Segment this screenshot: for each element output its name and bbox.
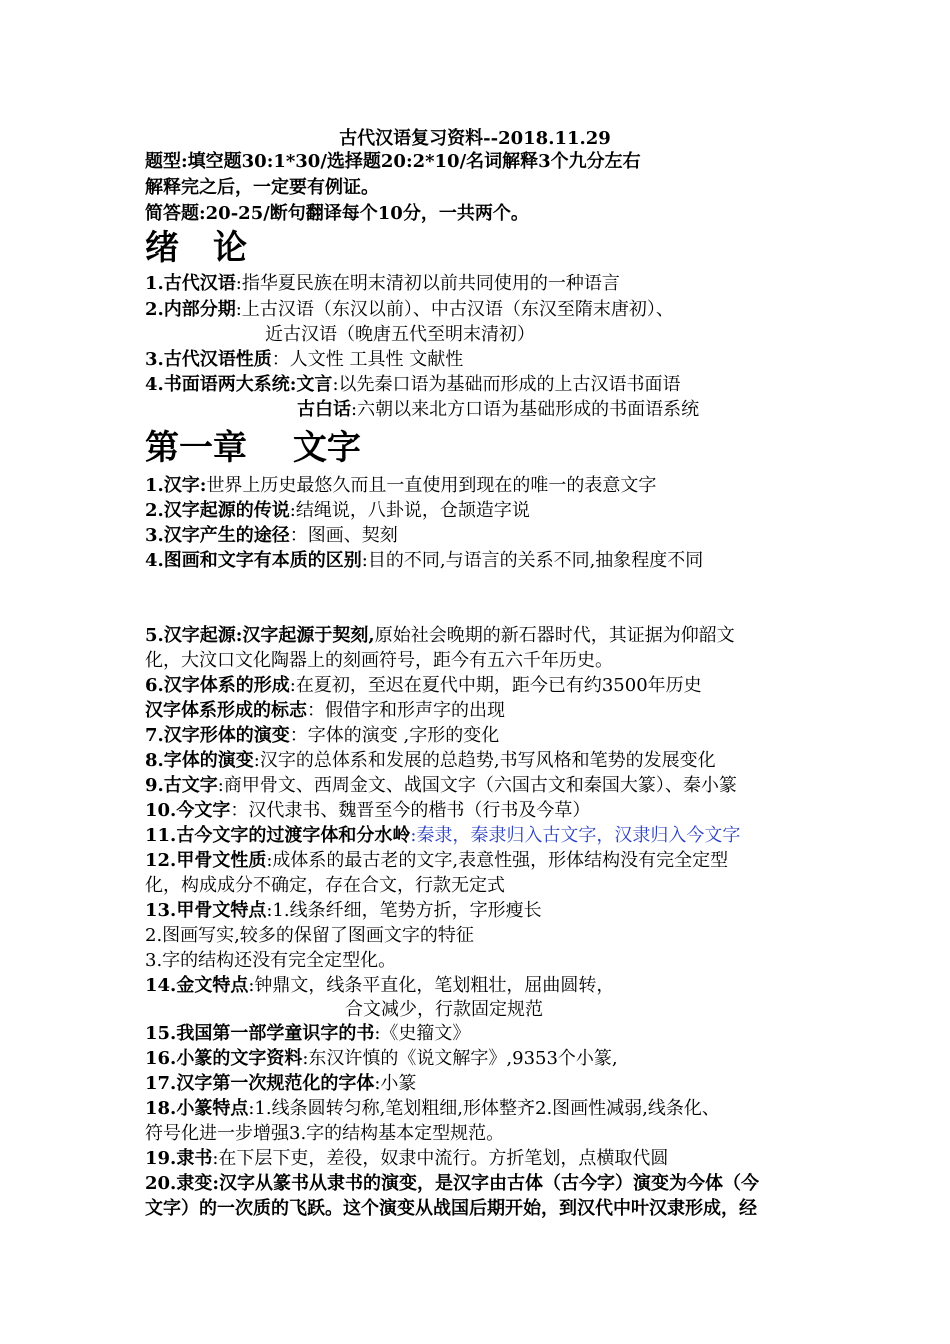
- item: 1.汉字:世界上历史最悠久而且一直使用到现在的唯一的表意文字: [145, 475, 657, 496]
- item-continued: 近古汉语（晚唐五代至明末清初）: [265, 324, 535, 345]
- item: 2.汉字起源的传说:结绳说，八卦说，仓颉造字说: [145, 500, 530, 521]
- section-heading-intro: 绪 论: [145, 228, 247, 268]
- item: 5.汉字起源:汉字起源于契刻,原始社会晚期的新石器时代，其证据为仰韶文: [145, 625, 735, 646]
- intro-line-2: 解释完之后，一定要有例证。: [145, 177, 379, 198]
- item: 3.汉字产生的途径：图画、契刻: [145, 525, 398, 546]
- item-continued: 3.字的结构还没有完全定型化。: [145, 950, 397, 971]
- item: 汉字体系形成的标志：假借字和形声字的出现: [145, 700, 505, 721]
- item-continued: 文字）的一次质的飞跃。这个演变从战国后期开始，到汉代中叶汉隶形成，经: [145, 1198, 757, 1219]
- item: 19.隶书:在下层下吏，差役，奴隶中流行。方折笔划，点横取代圆: [145, 1148, 669, 1169]
- item: 12.甲骨文性质:成体系的最古老的文字,表意性强，形体结构没有完全定型: [145, 850, 729, 871]
- item-continued: 2.图画写实,较多的保留了图画文字的特征: [145, 925, 474, 946]
- item: 4.图画和文字有本质的区别:目的不同,与语言的关系不同,抽象程度不同: [145, 550, 704, 571]
- item-continued: 化，构成成分不确定，存在合文，行款无定式: [145, 875, 505, 896]
- item: 3.古代汉语性质：人文性 工具性 文献性: [145, 349, 464, 370]
- intro-line-3: 简答题:20-25/断句翻译每个10分，一共两个。: [145, 203, 529, 224]
- item-continued: 化，大汶口文化陶器上的刻画符号，距今有五六千年历史。: [145, 650, 613, 671]
- item: 6.汉字体系的形成:在夏初，至迟在夏代中期，距今已有约3500年历史: [145, 675, 702, 696]
- item: 10.今文字：汉代隶书、魏晋至今的楷书（行书及今草）: [145, 800, 591, 821]
- item: 8.字体的演变:汉字的总体系和发展的总趋势,书写风格和笔势的发展变化: [145, 750, 716, 771]
- item: 7.汉字形体的演变：字体的演变 ,字形的变化: [145, 725, 500, 746]
- intro-line-1: 题型:填空题30:1*30/选择题20:2*10/名词解释3个九分左右: [145, 151, 641, 172]
- item: 15.我国第一部学童识字的书:《史籀文》: [145, 1023, 471, 1044]
- item: 9.古文字:商甲骨文、西周金文、战国文字（六国古文和秦国大篆）、秦小篆: [145, 775, 737, 796]
- item: 1.古代汉语:指华夏民族在明末清初以前共同使用的一种语言: [145, 273, 620, 294]
- item-continued: 符号化进一步增强3.字的结构基本定型规范。: [145, 1123, 505, 1144]
- item: 4.书面语两大系统:文言:以先秦口语为基础而形成的上古汉语书面语: [145, 374, 681, 395]
- item-continued: 古白话:六朝以来北方口语为基础形成的书面语系统: [297, 399, 700, 420]
- item: 14.金文特点:钟鼎文，线条平直化，笔划粗壮，屈曲圆转，: [145, 975, 615, 996]
- item: 11.古今文字的过渡字体和分水岭:秦隶，秦隶归入古文字，汉隶归入今文字: [145, 825, 741, 846]
- item: 16.小篆的文字资料:东汉许慎的《说文解字》,9353个小篆,: [145, 1048, 618, 1069]
- item: 13.甲骨文特点:1.线条纤细，笔势方折，字形瘦长: [145, 900, 542, 921]
- section-heading-chapter-1: 第一章 文字: [145, 428, 361, 468]
- item: 18.小篆特点:1.线条圆转匀称,笔划粗细,形体整齐2.图画性减弱,线条化、: [145, 1098, 720, 1119]
- item: 17.汉字第一次规范化的字体:小篆: [145, 1073, 417, 1094]
- item: 2.内部分期:上古汉语（东汉以前）、中古汉语（东汉至隋末唐初）、: [145, 299, 674, 320]
- document-title: 古代汉语复习资料--2018.11.29: [339, 128, 611, 149]
- item-continued: 合文减少，行款固定规范: [345, 999, 543, 1020]
- item: 20.隶变:汉字从篆书从隶书的演变，是汉字由古体（古今字）演变为今体（今: [145, 1173, 759, 1194]
